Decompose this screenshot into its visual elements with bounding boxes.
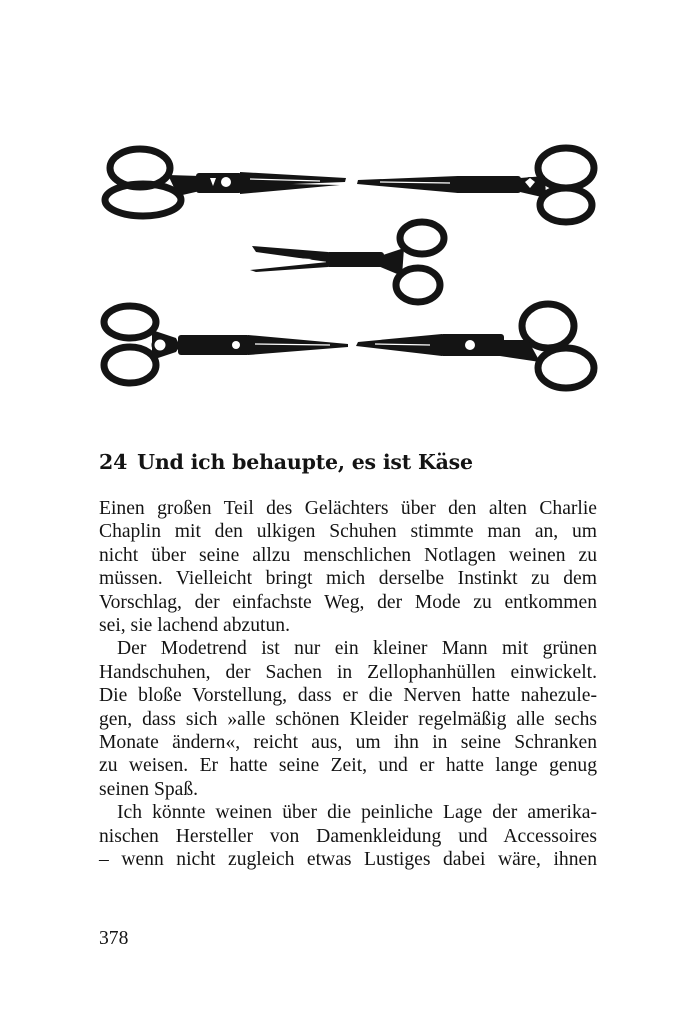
text-line: Chaplin mit den ulkigen Schuhen stimmte man an, um [99,521,597,543]
text-line: seinen Spaß. [99,778,199,800]
scissors-bottom-right-icon [356,304,594,388]
scissors-illustration [0,0,689,420]
chapter-heading [99,450,473,474]
text-line: Ich könnte weinen über die peinliche Lage der amerika- [117,802,597,824]
chapter-title: Und ich behaupte, es ist Käse [137,450,473,474]
text-line: Der Modetrend ist nur ein kleiner Mann mit grünen [117,638,597,660]
scissors-bottom-left-icon [104,306,348,383]
scissors-middle-icon [250,222,444,302]
chapter-number: 24 [99,450,128,474]
text-line: Vorschlag, der einfachste Weg, der Mode zu entkommen [99,591,597,613]
text-line: Die bloße Vorstellung, dass er die Nerven hatte nahezule- [99,685,597,707]
paragraph [99,637,597,801]
page-number: 378 [99,928,129,949]
scissors-top-left-icon [105,149,346,216]
text-line: nicht über seine allzu menschlichen Notlagen weinen zu [99,544,597,566]
body-text [99,497,597,872]
text-line: – wenn nicht zugleich etwas Lustiges dabei wäre, ihnen [99,849,597,871]
scissors-top-right-icon [357,148,594,222]
paragraph [99,801,597,871]
text-line: gen, dass sich »alle schönen Kleider regelmäßig alle sechs [99,708,597,730]
text-line: Einen großen Teil des Gelächters über den alten Charlie [99,498,597,519]
paragraph [99,497,597,637]
text-line: müssen. Vielleicht bringt mich derselbe Instinkt zu dem [99,568,597,590]
text-line: zu weisen. Er hatte seine Zeit, und er hatte lange genug [99,755,597,777]
text-line: nischen Hersteller von Damenkleidung und Accessoires [99,825,597,847]
text-line: Handschuhen, der Sachen in Zellophanhüllen einwickelt. [99,661,597,683]
text-line: sei, sie lachend abzutun. [99,615,290,637]
text-line: Monate ändern«, reicht aus, um ihn in seine Schranken [99,732,597,754]
